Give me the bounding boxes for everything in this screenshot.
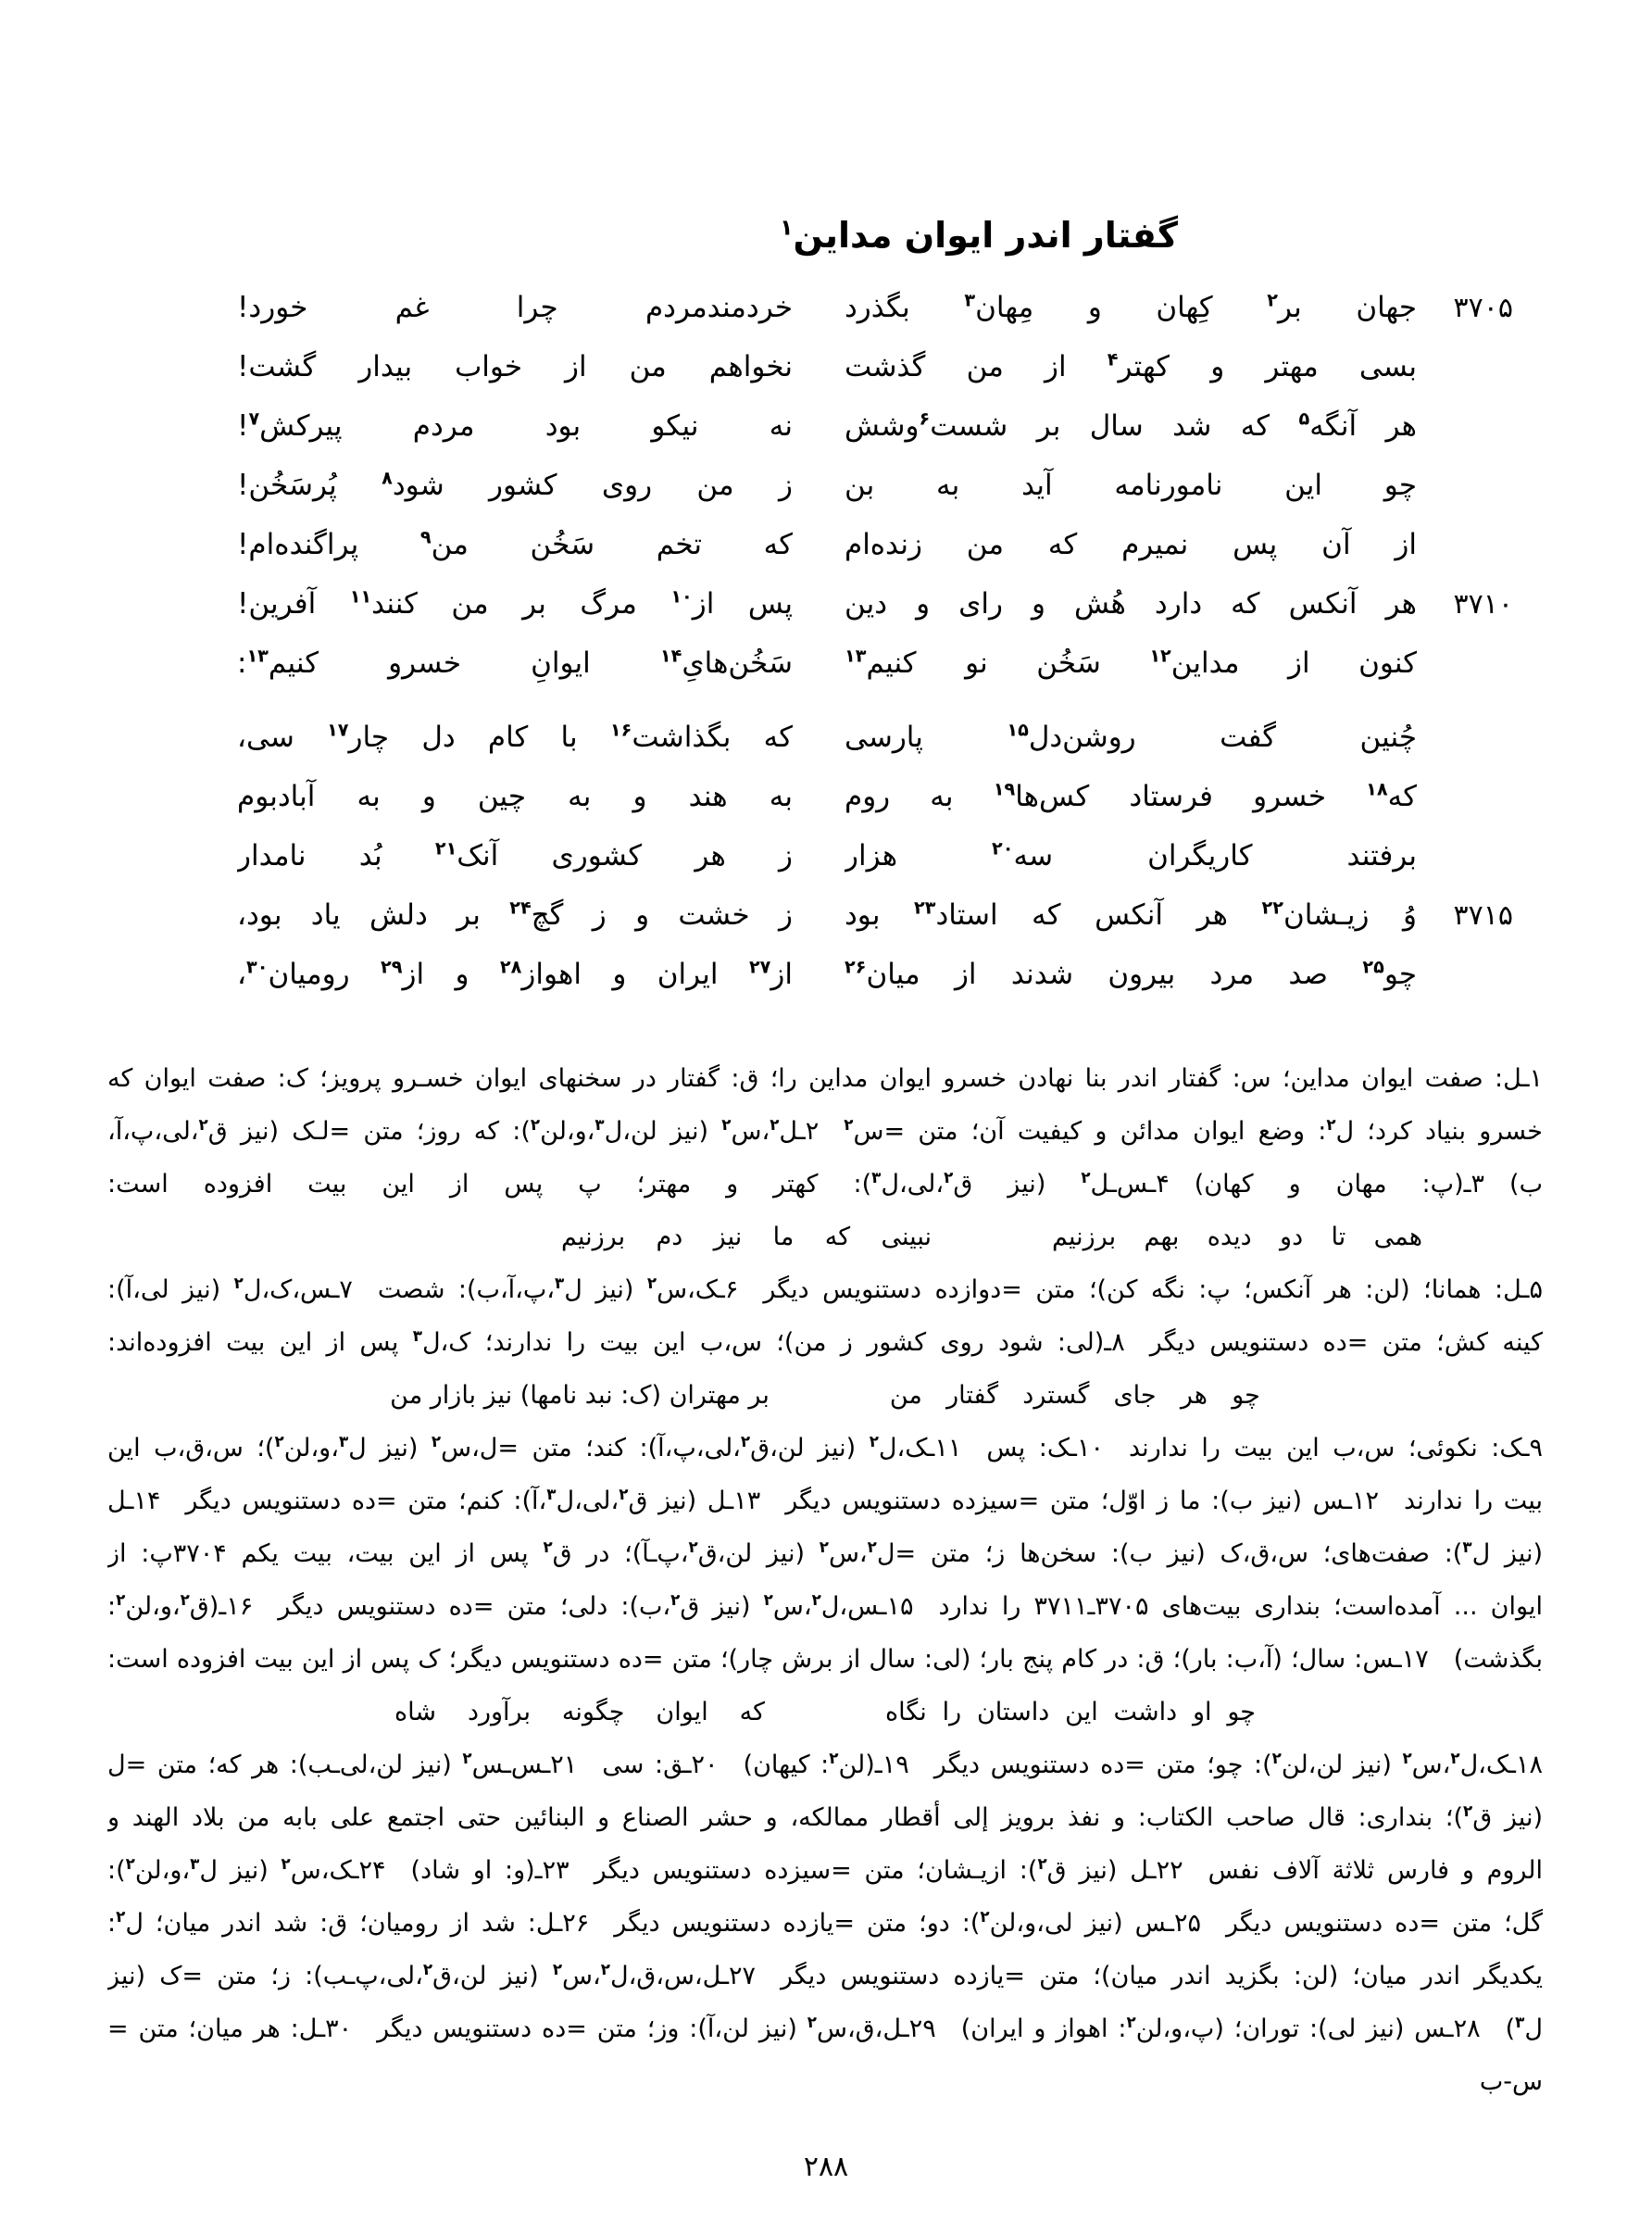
verse-row [232, 885, 1513, 945]
hemistich-right: هر آنکس که دارد هُش و رای و دین [845, 587, 1417, 621]
hemistich-left: که بگذاشت$^{۱۶}$ با کام دل چار$^{۱۷}$ سی، [237, 719, 793, 754]
hemistich-left: نخواهم من از خواب بیدار گشت! [237, 350, 793, 383]
hemistich-right: چُنین گفت روشن‌دل$^{۱۵}$ پارسی [845, 719, 1417, 754]
inserted-couplet-hemistich-right: چو هر جای گسترد گفتار من [889, 1381, 1260, 1410]
verse-row [232, 456, 1513, 515]
apparatus-line: ۱ـل: صفت ایوان مداین؛ س: گفتار اندر بنا نهادن خسرو ایوان مداین را؛ ق: گفتار در سخنهای ایوان خسـرو پرویز؛ ک: صفت ایوان که [107, 1064, 1543, 1093]
apparatus-line: ایوان ... آمده‌است؛ بنداری بیت‌های ۳۷۰۵ـ۳۷۱۱ را ندارد ۱۵ـس،ل$^۲$،س$^۲$ (نیز ق$^۲$،ب): دلی؛ متن =ده دستنویس دیگر ۱۶ـ(ق$^۲$،و،لن$^۲$: [107, 1590, 1543, 1621]
hemistich-left: به هند و به چین و به آبادبوم [237, 780, 793, 813]
hemistich-left: ز من روی کشور شود$^۸$ پُرسَخُن! [237, 467, 793, 502]
verse-row [232, 826, 1513, 885]
apparatus-continuation: س-ب [1479, 2067, 1543, 2096]
verse-number: ۳۷۱۵ [1453, 898, 1513, 932]
hemistich-left: نه نیکو بود مردم پیرکش$^۷$! [237, 408, 793, 443]
verse-row [232, 574, 1513, 634]
hemistich-left: ز هر کشوری آنک$^{۲۱}$ بُد نامدار [237, 837, 793, 872]
hemistich-left: پس از$^{۱۰}$ مرگ بر من کنند$^{۱۱}$ آفرین! [237, 585, 793, 621]
inserted-couplet [107, 1686, 1543, 1738]
verse-row [232, 515, 1513, 574]
inserted-couplet-hemistich-right: چو او داشت این داستان را نگاه [885, 1698, 1256, 1726]
inserted-couplet [107, 1211, 1543, 1263]
apparatus-line: ب) ۳ـ(پ: مهان و کهان) ۴ـس‌ـل$^۲$ (نیز ق$^۲$،لی،ل$^۳$): کهتر و مهتر؛ پ پس از این بیت افزوده است: [107, 1168, 1543, 1199]
inserted-couplet [107, 1369, 1543, 1422]
hemistich-right: که$^{۱۸}$ خسرو فرستاد کس‌ها$^{۱۹}$ به روم [845, 778, 1417, 813]
poem-block-1 [232, 278, 1513, 693]
apparatus-line: ل$^۳$) ۲۸ـس (نیز لی): توران؛ (پ،و،لن$^۲$: اهواز و ایران) ۲۹ـل،ق،س$^۲$ (نیز لن،آ): وز؛ متن =ده دستنویس دیگر ۳۰ـل: هر میان؛ متن = [107, 2013, 1543, 2043]
hemistich-right: چو$^{۲۵}$ صد مرد بیرون شدند از میان$^{۲۶}$ [845, 956, 1417, 991]
apparatus-line: کینه کش؛ متن =ده دستنویس دیگر ۸ـ(لی: شود روی کشور ز من)؛ س،ب این بیت را ندارند؛ ک،ل$^۳$ پس از این بیت افزوده‌اند: [107, 1326, 1543, 1357]
hemistich-right: هر آنگه$^۵$ که شد سال بر شست$^۶$وشش [845, 408, 1417, 443]
hemistich-right: وُ زیـشان$^{۲۲}$ هر آنکس که استاد$^{۲۳}$ بود [845, 897, 1417, 932]
verse-row [232, 337, 1513, 396]
hemistich-right: جهان بر$^۲$ کِهان و مِهان$^۳$ بگذرد [845, 289, 1417, 324]
apparatus-line: خسرو بنیاد کرد؛ ل$^۲$: وضع ایوان مدائن و کیفیت آن؛ متن =س$^۲$ ۲ـل$^۲$،س$^۲$ (نیز لن،ل$^۳$،و،لن$^۲$): که روز؛ متن =لـک (نیز ق$^۲$،لی،پ،آ، [107, 1115, 1543, 1146]
apparatus-line: بگذشت) ۱۷ـس: سال؛ (آ،ب: بار)؛ ق: در کام پنج بار؛ (لی: سال از برش چار)؛ متن =ده دستنویس دیگر؛ ک پس از این بیت افزوده است: [107, 1645, 1543, 1674]
hemistich-right: از آن پس نمیرم که من زنده‌ام [845, 528, 1417, 561]
section-title: گفتار اندر ایوان مداین$^۱$ [780, 214, 1178, 256]
inserted-couplet-hemistich-left: که ایوان چگونه برآورد شاه [394, 1698, 765, 1726]
verse-number: ۳۷۰۵ [1453, 291, 1513, 324]
hemistich-left: ز خشت و ز گچ$^{۲۴}$ بر دلش یاد بود، [237, 897, 793, 932]
verse-row [232, 634, 1513, 693]
poem-block-2 [232, 708, 1513, 1004]
verse-row [232, 396, 1513, 456]
verse-row [232, 945, 1513, 1004]
inserted-couplet-hemistich-left: نبینی که ما نیز دم برزنیم [561, 1223, 932, 1251]
hemistich-left: که تخم سَخُن من$^۹$ پراگنده‌ام! [237, 526, 793, 561]
apparatus-line: بیت را ندارند ۱۲ـس (نیز ب): ما ز اوّل؛ متن =سیزده دستنویس دیگر ۱۳ـل (نیز ق$^۲$،لی،ل$^۳$،آ): کنم؛ متن =ده دستنویس دیگر ۱۴ـل [107, 1485, 1543, 1515]
verse-number: ۳۷۱۰ [1453, 587, 1513, 621]
hemistich-left: سَخُن‌هایِ$^{۱۴}$ ایوانِ خسرو کنیم$^{۱۳}$: [237, 645, 793, 680]
apparatus-line: یکدیگر اندر میان؛ (لن: بگزید اندر میان)؛ متن =یازده دستنویس دیگر ۲۷ـل،س،ق،ل$^۲$،س$^۲$ (نیز لن،ق$^۲$،لی،پ‌ـب): ز؛ متن =ک (نیز [107, 1960, 1543, 1990]
page-number: ۲۸۸ [803, 2151, 849, 2183]
hemistich-left: خردمندمردم چرا غم خورد! [237, 291, 793, 324]
verse-row [232, 767, 1513, 826]
hemistich-right: کنون از مداین$^{۱۲}$ سَخُن نو کنیم$^{۱۳}$ [845, 645, 1417, 680]
apparatus-line: گل؛ متن =ده دستنویس دیگر ۲۵ـس (نیز لی،و،لن$^۲$): دو؛ متن =یازده دستنویس دیگر ۲۶ـل: شد از رومیان؛ ق: شد اندر میان؛ ل$^۲$: [107, 1907, 1543, 1938]
apparatus-line: (نیز ل$^۳$): صفت‌های؛ س،ق،ک (نیز ب): سخن‌ها ز؛ متن =ل$^۲$،س$^۲$ (نیز لن،ق$^۲$،پ‌ـآ)؛ در ق$^۲$ پس از این بیت، بیت یکم ۳۷۰۴پ: از [107, 1537, 1543, 1568]
critical-apparatus [107, 1052, 1543, 2108]
hemistich-right: برفتند کاریگران سه$^{۲۰}$ هزار [845, 837, 1417, 872]
inserted-couplet-hemistich-left: بر مهتران (ک: نبد نامها) نیز بازار من [390, 1381, 770, 1410]
verse-row [232, 278, 1513, 337]
apparatus-line: ۵ـل: همانا؛ (لن: هر آنکس؛ پ: نگه کن)؛ متن =دوازده دستنویس دیگر ۶ـک،س$^۲$ (نیز ل$^۳$،پ،آ،ب): شصت ۷ـس،ک،ل$^۲$ (نیز لی،آ): [107, 1274, 1543, 1304]
inserted-couplet-hemistich-right: همی تا دو دیده بهم برزنیم [1052, 1223, 1422, 1251]
apparatus-line: ۱۸ـک،ل$^۲$،س$^۲$ (نیز لن،لن$^۲$): چو؛ متن =ده دستنویس دیگر ۱۹ـ(لن$^۲$: کیهان) ۲۰ـق: سی ۲۱ـس‌ـس$^۲$ (نیز لن،لی‌ـب): هر که؛ متن =ل [107, 1749, 1543, 1779]
hemistich-right: بسی مهتر و کهتر$^۴$ از من گذشت [845, 348, 1417, 383]
hemistich-right: چو این نامورنامه آید به بن [845, 469, 1417, 502]
verse-row [232, 708, 1513, 767]
apparatus-line: (نیز ق$^۲$)؛ بنداری: قال صاحب الکتاب: و نفذ برویز إلی أقطار ممالکه، و حشر الصناع و البنائین حتی اجتمع علی بابه من بلاد الهند و [107, 1801, 1543, 1832]
hemistich-left: از$^{۲۷}$ ایران و اهواز$^{۲۸}$ و از$^{۲۹}$ رومیان$^{۳۰}$، [237, 956, 793, 991]
apparatus-line: الروم و فارس ثلاثة آلاف نفس ۲۲ـل (نیز ق$^۲$): ازیـشان؛ متن =سیزده دستنویس دیگر ۲۳ـ(و: او شاد) ۲۴ـک،س$^۲$ (نیز ل$^۳$،و،لن$^۲$): [107, 1854, 1543, 1885]
apparatus-line: ۹ـک: نکوئی؛ س،ب این بیت را ندارند ۱۰ـک: پس ۱۱ـک،ل$^۲$ (نیز لن،ق$^۲$،لی،پ،آ): کند؛ متن =ل،س$^۲$ (نیز ل$^۳$،و،لن$^۲$)؛ س،ق،ب این [107, 1432, 1543, 1462]
